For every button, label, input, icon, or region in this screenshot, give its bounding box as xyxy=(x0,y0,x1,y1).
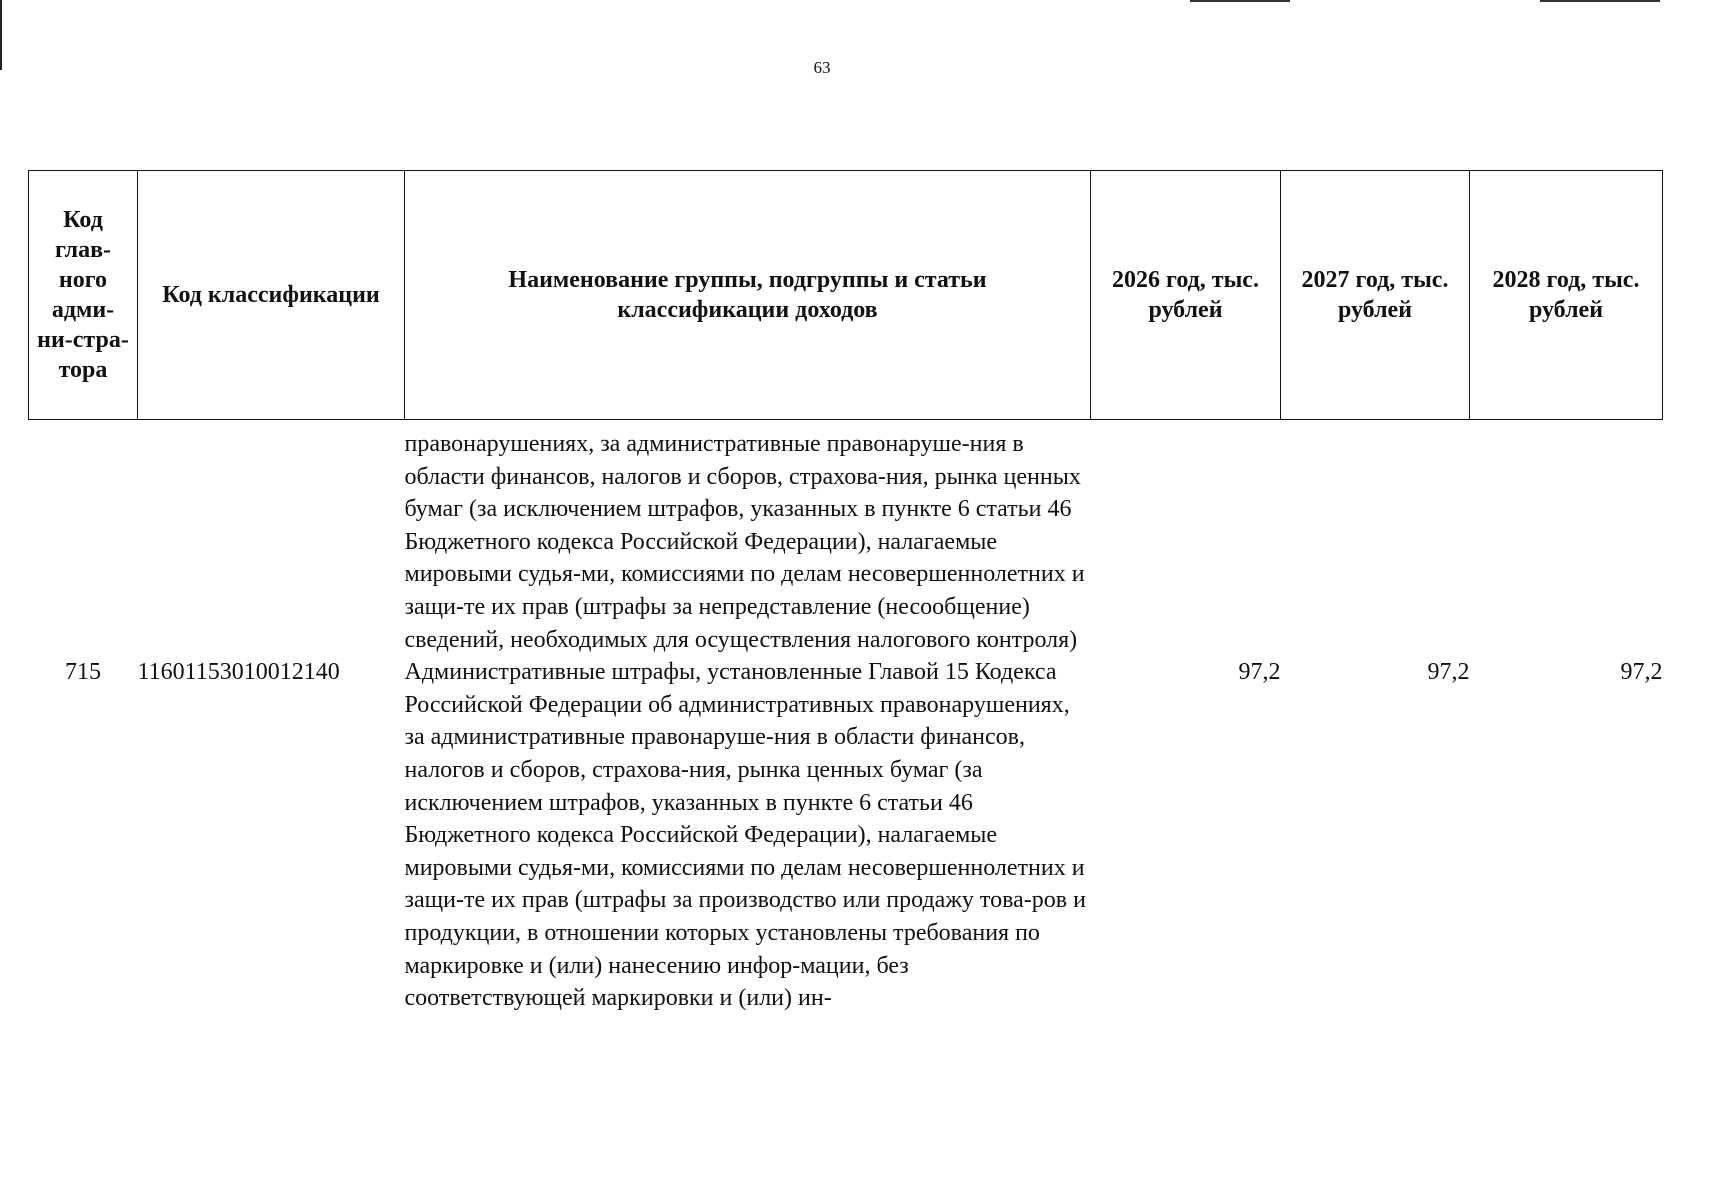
header-name: Наименование группы, подгруппы и статьи классификации доходов xyxy=(405,171,1091,420)
header-year-2026: 2026 год, тыс. рублей xyxy=(1091,171,1281,420)
cell-year-2027: 97,2 xyxy=(1427,659,1470,686)
page-number: 63 xyxy=(813,58,831,77)
header-admin-code: Код глав-ного адми-ни-стра-тора xyxy=(29,171,138,420)
header-classification-code: Код классификации xyxy=(138,171,405,420)
scan-edge-left xyxy=(0,0,2,70)
cell-name: правонарушениях, за административные правонаруше-ния в области финансов, налогов и сборов, страхова-ния, рынка ценных бумаг (за исключением штрафов, указанных в пункте 6 статьи 46 Бюджетного кодекса Российской Федерации), налагаемые мировыми судья-ми, комиссиями по делам несовершеннолетних и защи-те их прав (штрафы за непредставление (несообщение) сведений, необходимых для осуществления налогового контроля) xyxy=(404,431,1085,653)
cell-classification-code: 11601153010012140 xyxy=(137,659,340,686)
table-row xyxy=(29,656,1663,1015)
cell-classification-code xyxy=(138,420,405,657)
cell-admin-code: 715 xyxy=(65,659,101,686)
cell-year-2026: 97,2 xyxy=(1238,659,1281,686)
cell-year-2028 xyxy=(1470,420,1663,657)
scan-edge-top-1 xyxy=(1190,0,1290,2)
header-year-2027: 2027 год, тыс. рублей xyxy=(1281,171,1470,420)
scan-edge-top-2 xyxy=(1540,0,1660,2)
table-row xyxy=(29,420,1663,657)
revenue-table xyxy=(28,170,1663,1015)
table-header-row xyxy=(29,171,1663,420)
cell-year-2027 xyxy=(1281,420,1470,657)
cell-year-2026 xyxy=(1091,420,1281,657)
cell-name: Административные штрафы, установленные Главой 15 Кодекса Российской Федерации об административных правонарушениях, за административные правонаруше-ния в области финансов, налогов и сборов, страхова-ния, рынка ценных бумаг (за исключением штрафов, указанных в пункте 6 статьи 46 Бюджетного кодекса Российской Федерации), налагаемые мировыми судья-ми, комиссиями по делам несовершеннолетних и защи-те их прав (штрафы за производство или продажу това-ров и продукции, в отношении которых установлены требования по маркировке и (или) нанесению инфор-мации, без соответствующей маркировки и (или) ин- xyxy=(404,659,1086,1012)
header-year-2028: 2028 год, тыс. рублей xyxy=(1470,171,1663,420)
cell-admin-code xyxy=(29,420,138,657)
cell-year-2028: 97,2 xyxy=(1620,659,1663,686)
